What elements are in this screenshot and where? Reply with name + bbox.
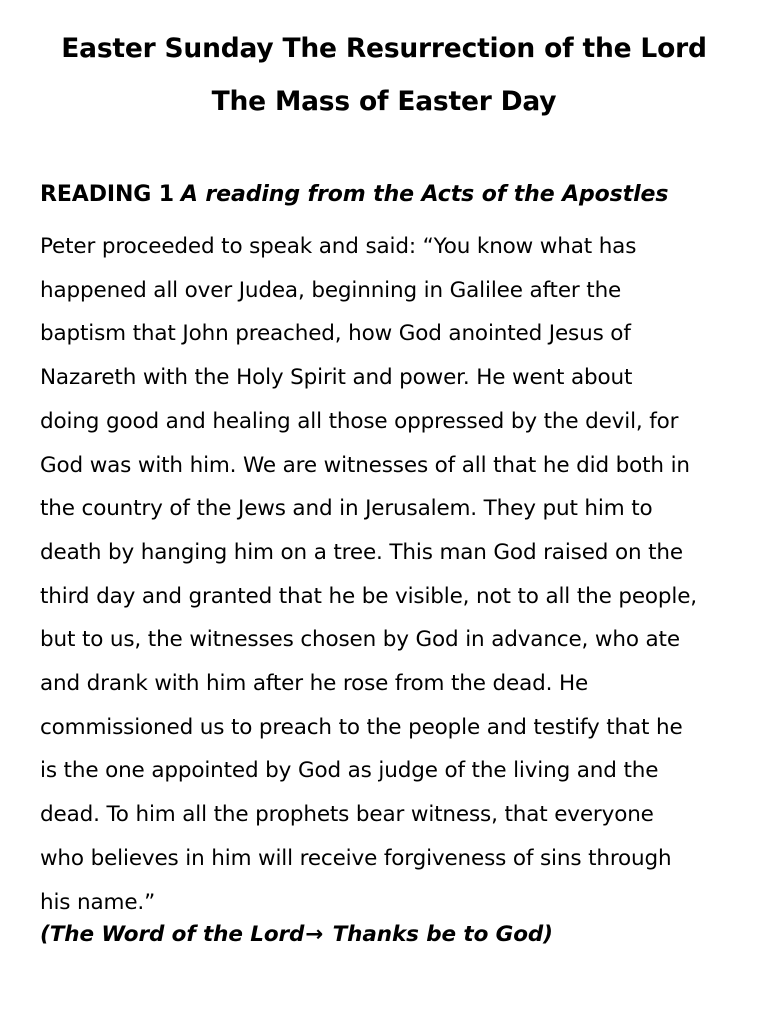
- response-answer: Thanks be to God): [325, 922, 553, 947]
- reading-heading: [40, 182, 668, 207]
- reading-line: happened all over Judea, beginning in Galilee after the: [40, 277, 622, 303]
- reading-line: the country of the Jews and in Jerusalem. They put him to: [40, 496, 653, 522]
- reading-line: baptism that John preached, how God anointed Jesus of: [40, 321, 631, 347]
- reading-line: God was with him. We are witnesses of all that he did both in: [40, 452, 690, 478]
- reading-line: commissioned us to preach to the people and testify that he: [40, 714, 683, 740]
- reading-label: READING 1: [40, 182, 174, 207]
- reading-line: is the one appointed by God as judge of the living and the: [40, 758, 659, 784]
- reading-line: Peter proceeded to speak and said: “You know what has: [40, 234, 637, 259]
- reading-line: his name.”: [40, 889, 156, 915]
- reading-line: doing good and healing all those oppressed by the devil, for: [40, 408, 679, 434]
- reading-body: [40, 225, 750, 924]
- reading-line: Nazareth with the Holy Spirit and power. He went about: [40, 365, 633, 391]
- reading-line: who believes in him will receive forgiveness of sins through: [40, 845, 672, 871]
- reading-line: and drank with him after he rose from the dead. He: [40, 671, 589, 697]
- reading-line: but to us, the witnesses chosen by God in advance, who ate: [40, 627, 680, 653]
- reading-response: [40, 922, 553, 947]
- reading-line: third day and granted that he be visible, not to all the people,: [40, 583, 697, 609]
- response-call: (The Word of the Lord: [40, 922, 305, 947]
- reading-line: dead. To him all the prophets bear witness, that everyone: [40, 802, 654, 828]
- reading-line: death by hanging him on a tree. This man God raised on the: [40, 539, 683, 565]
- page-subtitle: The Mass of Easter Day: [211, 86, 557, 117]
- page-title: Easter Sunday The Resurrection of the Lord: [61, 33, 707, 64]
- arrow-right-icon: →: [305, 922, 324, 947]
- reading-source: A reading from the Acts of the Apostles: [180, 182, 669, 207]
